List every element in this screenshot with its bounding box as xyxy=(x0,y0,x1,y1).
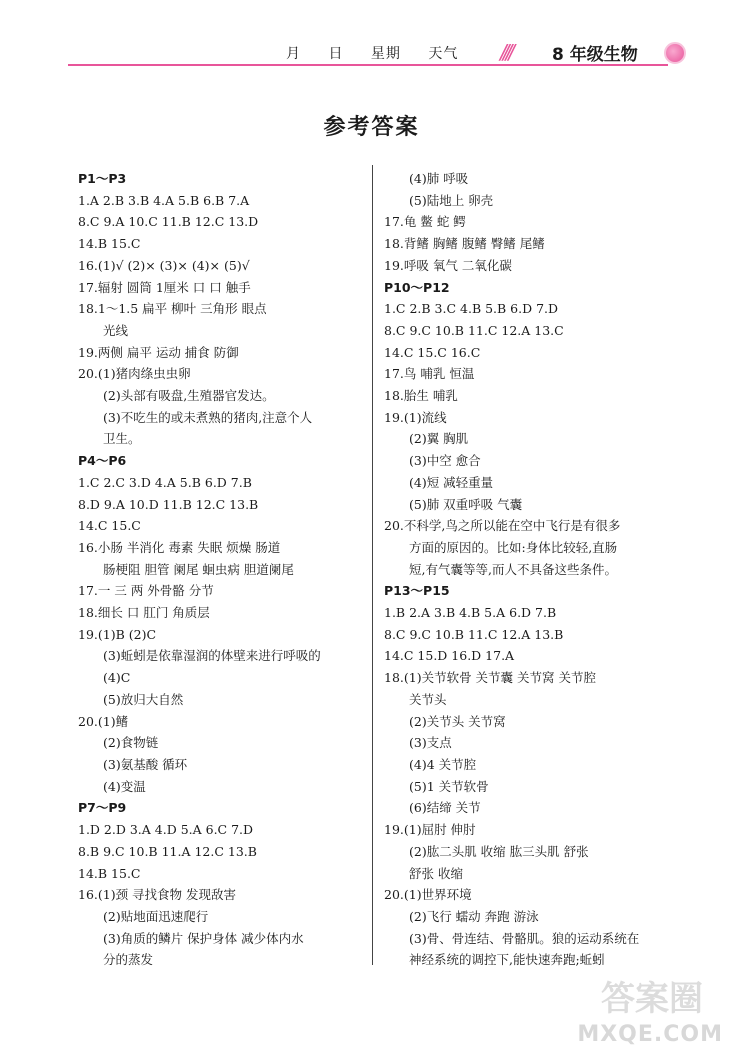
answer-line: 14.C 15.C 16.C xyxy=(384,344,481,360)
answer-line: 20.(1)猪肉绦虫虫卵 xyxy=(78,366,191,382)
answer-line: (3)中空 愈合 xyxy=(409,453,481,469)
answer-line: 1.C 2.C 3.D 4.A 5.B 6.D 7.B xyxy=(78,474,252,490)
answer-line: 20.(1)鳍 xyxy=(78,713,129,729)
watermark-url: MXQE.COM xyxy=(577,1022,723,1047)
answer-line: 17.一 三 两 外骨骼 分节 xyxy=(78,583,214,599)
answer-line: (4)短 减轻重量 xyxy=(409,474,494,490)
answer-line: 14.C 15.D 16.D 17.A xyxy=(384,648,515,664)
answer-line: (5)放归大自然 xyxy=(103,691,184,707)
section-heading: P1～P3 xyxy=(78,171,127,186)
answer-line: 8.C 9.A 10.C 11.B 12.C 13.D xyxy=(78,214,259,230)
weekday-label: 星期 xyxy=(370,46,401,62)
answer-line: (3)角质的鳞片 保护身体 减少体内水 xyxy=(103,930,304,946)
answer-line: 18.(1)关节软骨 关节囊 关节窝 关节腔 xyxy=(384,670,597,686)
answer-line: (3)不吃生的或未煮熟的猪肉,注意个人 xyxy=(103,409,313,425)
answer-line: (4)变温 xyxy=(103,778,146,794)
answer-line: (3)支点 xyxy=(409,735,452,751)
column-divider xyxy=(372,165,373,965)
subject-label: 8 年级生物 xyxy=(552,45,638,65)
answer-line: 17.鸟 哺乳 恒温 xyxy=(384,366,475,382)
answer-line: 8.B 9.C 10.B 11.A 12.C 13.B xyxy=(78,843,257,859)
answer-line: 19.(1)屈肘 伸肘 xyxy=(384,822,476,838)
answer-line: 16.(1)颈 寻找食物 发现敌害 xyxy=(78,887,237,903)
answer-line: (4)4 关节腔 xyxy=(409,756,477,772)
date-weather-row xyxy=(286,43,480,63)
section-heading: P4～P6 xyxy=(78,453,127,469)
answer-line: 8.C 9.C 10.B 11.C 12.A 13.C xyxy=(384,322,564,338)
answer-line: 1.C 2.B 3.C 4.B 5.B 6.D 7.D xyxy=(384,301,559,317)
pink-dot-icon xyxy=(664,42,686,64)
answer-line: 19.(1)B (2)C xyxy=(78,626,157,642)
answer-line: 18.细长 口 肛门 角质层 xyxy=(78,605,210,621)
answer-line: (2)飞行 蠕动 奔跑 游泳 xyxy=(409,908,539,924)
answer-line: (3)蚯蚓是依靠湿润的体壁来进行呼吸的 xyxy=(103,648,321,664)
answer-line: 16.(1)√ (2)× (3)× (4)× (5)√ xyxy=(78,257,250,273)
page-title: 参考答案 xyxy=(323,115,420,140)
answer-line: 18.1～1.5 扁平 柳叶 三角形 眼点 xyxy=(78,301,267,317)
answer-line: 14.B 15.C xyxy=(78,236,141,252)
answer-line: 18.胎生 哺乳 xyxy=(384,388,458,404)
answer-line: 20.(1)世界环境 xyxy=(384,887,472,903)
answer-line: (5)陆地上 卵壳 xyxy=(409,192,494,208)
decorative-slashes: //// xyxy=(500,40,511,64)
answer-line: (2)关节头 关节窝 xyxy=(409,713,506,729)
answer-line: 19.(1)流线 xyxy=(384,409,447,425)
answer-line: (3)骨、骨连结、骨骼肌。狼的运动系统在 xyxy=(409,930,640,946)
answer-line: 19.呼吸 氧气 二氧化碳 xyxy=(384,257,512,273)
answer-line: (2)食物链 xyxy=(103,735,159,751)
answer-line: (5)1 关节软骨 xyxy=(409,778,489,794)
answer-line: 肠梗阻 胆管 阑尾 蛔虫病 胆道阑尾 xyxy=(103,561,294,577)
weather-label: 天气 xyxy=(428,46,459,62)
answer-line: (2)头部有吸盘,生殖器官发达。 xyxy=(103,388,275,404)
day-label: 日 xyxy=(328,46,344,62)
answer-line: 分的蒸发 xyxy=(103,952,154,968)
answer-line: 舒张 收缩 xyxy=(409,865,463,881)
answer-line: (2)翼 胸肌 xyxy=(409,431,469,447)
answer-line: (6)结缔 关节 xyxy=(409,800,481,816)
answer-line: 17.辐射 圆筒 1厘米 口 口 触手 xyxy=(78,279,251,295)
header-underline xyxy=(68,64,668,66)
answer-line: (5)肺 双重呼吸 气囊 xyxy=(409,496,523,512)
answer-line: 1.A 2.B 3.B 4.A 5.B 6.B 7.A xyxy=(78,192,250,208)
answer-line: (2)肱二头肌 收缩 肱三头肌 舒张 xyxy=(409,843,589,859)
answer-line: 14.B 15.C xyxy=(78,865,141,881)
answer-line: 神经系统的调控下,能快速奔跑;蚯蚓 xyxy=(409,952,605,968)
answer-line: 1.D 2.D 3.A 4.D 5.A 6.C 7.D xyxy=(78,822,254,838)
month-label: 月 xyxy=(286,46,301,62)
answer-line: (4)C xyxy=(103,670,131,686)
section-heading: P10～P12 xyxy=(384,279,450,295)
answer-line: 8.C 9.C 10.B 11.C 12.A 13.B xyxy=(384,626,564,642)
answer-line: 17.龟 鳖 蛇 鳄 xyxy=(384,214,466,230)
right-answer-column xyxy=(384,168,684,971)
answer-line: 16.小肠 半消化 毒素 失眠 烦燥 肠道 xyxy=(78,539,281,555)
answer-line: (4)肺 呼吸 xyxy=(409,171,469,186)
page-header xyxy=(68,38,668,66)
answer-line: (3)氨基酸 循环 xyxy=(103,756,188,772)
answer-line: 18.背鳍 胸鳍 腹鳍 臀鳍 尾鳍 xyxy=(384,236,545,252)
answer-line: 光线 xyxy=(103,322,129,338)
answer-line: 19.两侧 扁平 运动 捕食 防御 xyxy=(78,344,239,360)
section-heading: P7～P9 xyxy=(78,800,127,816)
answer-line: 8.D 9.A 10.D 11.B 12.C 13.B xyxy=(78,496,259,512)
answer-line: 1.B 2.A 3.B 4.B 5.A 6.D 7.B xyxy=(384,605,557,621)
answer-line: 短,有气囊等等,而人不具备这些条件。 xyxy=(409,561,617,577)
answer-line: 关节头 xyxy=(409,691,447,707)
answer-line: 卫生。 xyxy=(103,431,141,447)
answer-line: 14.C 15.C xyxy=(78,518,141,534)
answer-line: 方面的原因的。比如:身体比较轻,直肠 xyxy=(409,539,618,555)
answer-line: 20.不科学,鸟之所以能在空中飞行是有很多 xyxy=(384,518,621,534)
watermark-logo: 答案圈 xyxy=(601,979,703,1019)
section-heading: P13～P15 xyxy=(384,583,450,599)
left-answer-column xyxy=(78,168,368,971)
answer-line: (2)贴地面迅速爬行 xyxy=(103,908,209,924)
